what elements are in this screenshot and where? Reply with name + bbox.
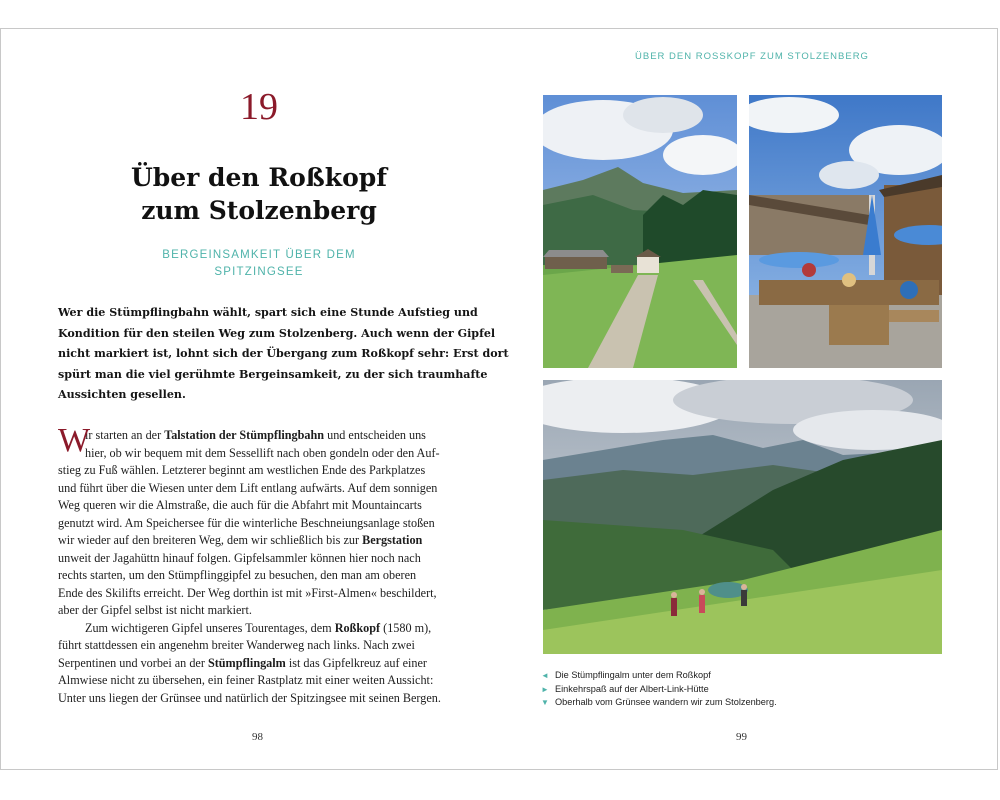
title-line-1: Über den Roßkopf [130, 163, 387, 192]
body-line [58, 620, 458, 638]
subtitle-line-2: SPITZINGSEE [214, 266, 304, 278]
page-number-left: 98 [252, 731, 263, 743]
body-line: genutzt wird. Am Speichersee für die winterliche Beschneiungsanlage stoßen [58, 515, 435, 530]
text-run: Zum wichtigeren Gipfel unseres Tourentages, dem [85, 620, 335, 635]
body-line: unweit der Jagahüttn hinauf folgen. Gipfelsammler können hier noch nach [58, 550, 421, 565]
page-number-right: 99 [736, 731, 747, 743]
arrow-right-icon: ► [541, 684, 549, 694]
body-line: Weg queren wir die Almstraße, die auch für die Abfahrt mit Mountaincarts [58, 498, 422, 512]
arrow-down-icon: ▼ [541, 698, 549, 707]
bold-place-name: Talstation der Stümpflingbahn [164, 428, 325, 442]
intro-line: Kondition für den steilen Weg zum Stolzenberg. Auch wenn der Gipfel [58, 326, 496, 340]
body-line: und führt über die Wiesen unter dem Lift entlang aufwärts. Auf dem sonnigen [58, 480, 438, 495]
left-page [1, 29, 509, 769]
intro-paragraph [58, 303, 509, 406]
photo-albert-link-huette [749, 95, 942, 368]
bold-place-name: Roßkopf [334, 620, 381, 635]
bold-place-name: Bergstation [362, 533, 423, 547]
right-page [500, 29, 999, 769]
photo-gruensee-panorama [543, 380, 942, 654]
text-run: (1580 m), [380, 620, 432, 635]
subtitle [1, 247, 517, 281]
caption-item [541, 669, 777, 683]
bold-place-name: Stümpflingalm [207, 655, 286, 670]
caption-text: Die Stümpflingalm unter dem Roßkopf [555, 670, 711, 680]
text-run: wir wieder auf den breiteren Weg, dem wir schließlich bis zur [58, 533, 363, 547]
body-line: Unter uns liegen der Grünsee und natürlich der Spitzingsee mit seinen Bergen. [58, 690, 441, 705]
title-line-2: zum Stolzenberg [141, 196, 377, 225]
text-run: ist das Gipfelkreuz auf einer [285, 655, 427, 670]
photo-stuempflingalm [543, 95, 737, 368]
body-line: hier, ob wir bequem mit dem Sessellift nach oben gondeln oder den Auf- [85, 445, 440, 460]
intro-line: nicht markiert ist, lohnt sich der Übergang zum Roßkopf sehr: Erst dort [58, 347, 509, 360]
caption-item [541, 696, 777, 710]
arrow-left-icon: ◄ [541, 671, 549, 680]
page-title [1, 161, 517, 227]
text-run: ir starten an der [85, 428, 165, 442]
body-line: führt stattdessen ein angenehm breiter Wanderweg nach links. Nach zwei [58, 638, 415, 652]
body-line: Almwiese nicht zu übersehen, ein feiner Rastplatz mit einer weiten Aussicht: [58, 673, 434, 687]
body-line [58, 655, 458, 673]
tour-number: 19 [240, 86, 278, 128]
text-run: und entscheiden uns [324, 428, 426, 442]
body-line: aber der Gipfel selbst ist nicht markiert. [58, 603, 252, 617]
caption-text: Einkehrspaß auf der Albert-Link-Hütte [555, 683, 709, 694]
drop-cap: W [58, 422, 91, 459]
body-line: rechts starten, um den Stümpflinggipfel zu besuchen, den man am oberen [58, 568, 417, 582]
subtitle-line-1: BERGEINSAMKEIT ÜBER DEM [162, 249, 356, 261]
body-text [58, 422, 458, 707]
intro-line: Aussichten gesellen. [58, 388, 186, 401]
body-line: Ende des Skilifts erreicht. Der Weg dorthin ist mit »First-Almen« beschildert, [58, 585, 437, 600]
book-spread [0, 28, 998, 770]
body-line [58, 532, 458, 550]
body-line: stieg zu Fuß wählen. Letzterer beginnt am westlichen Ende des Parkplatzes [58, 463, 426, 477]
running-head: ÜBER DEN ROSSKOPF ZUM STOLZENBERG [635, 51, 869, 62]
text-run: Serpentinen und vorbei an der [58, 655, 208, 670]
caption-item [541, 683, 777, 697]
body-line [58, 427, 458, 445]
intro-line: spürt man die viel gerühmte Bergeinsamkeit, zu der sich traumhafte [58, 367, 488, 381]
photo-captions [541, 669, 777, 710]
intro-line: Wer die Stümpflingbahn wählt, spart sich eine Stunde Aufstieg und [58, 306, 478, 319]
caption-text: Oberhalb vom Grünsee wandern wir zum Stolzenberg. [555, 697, 777, 707]
